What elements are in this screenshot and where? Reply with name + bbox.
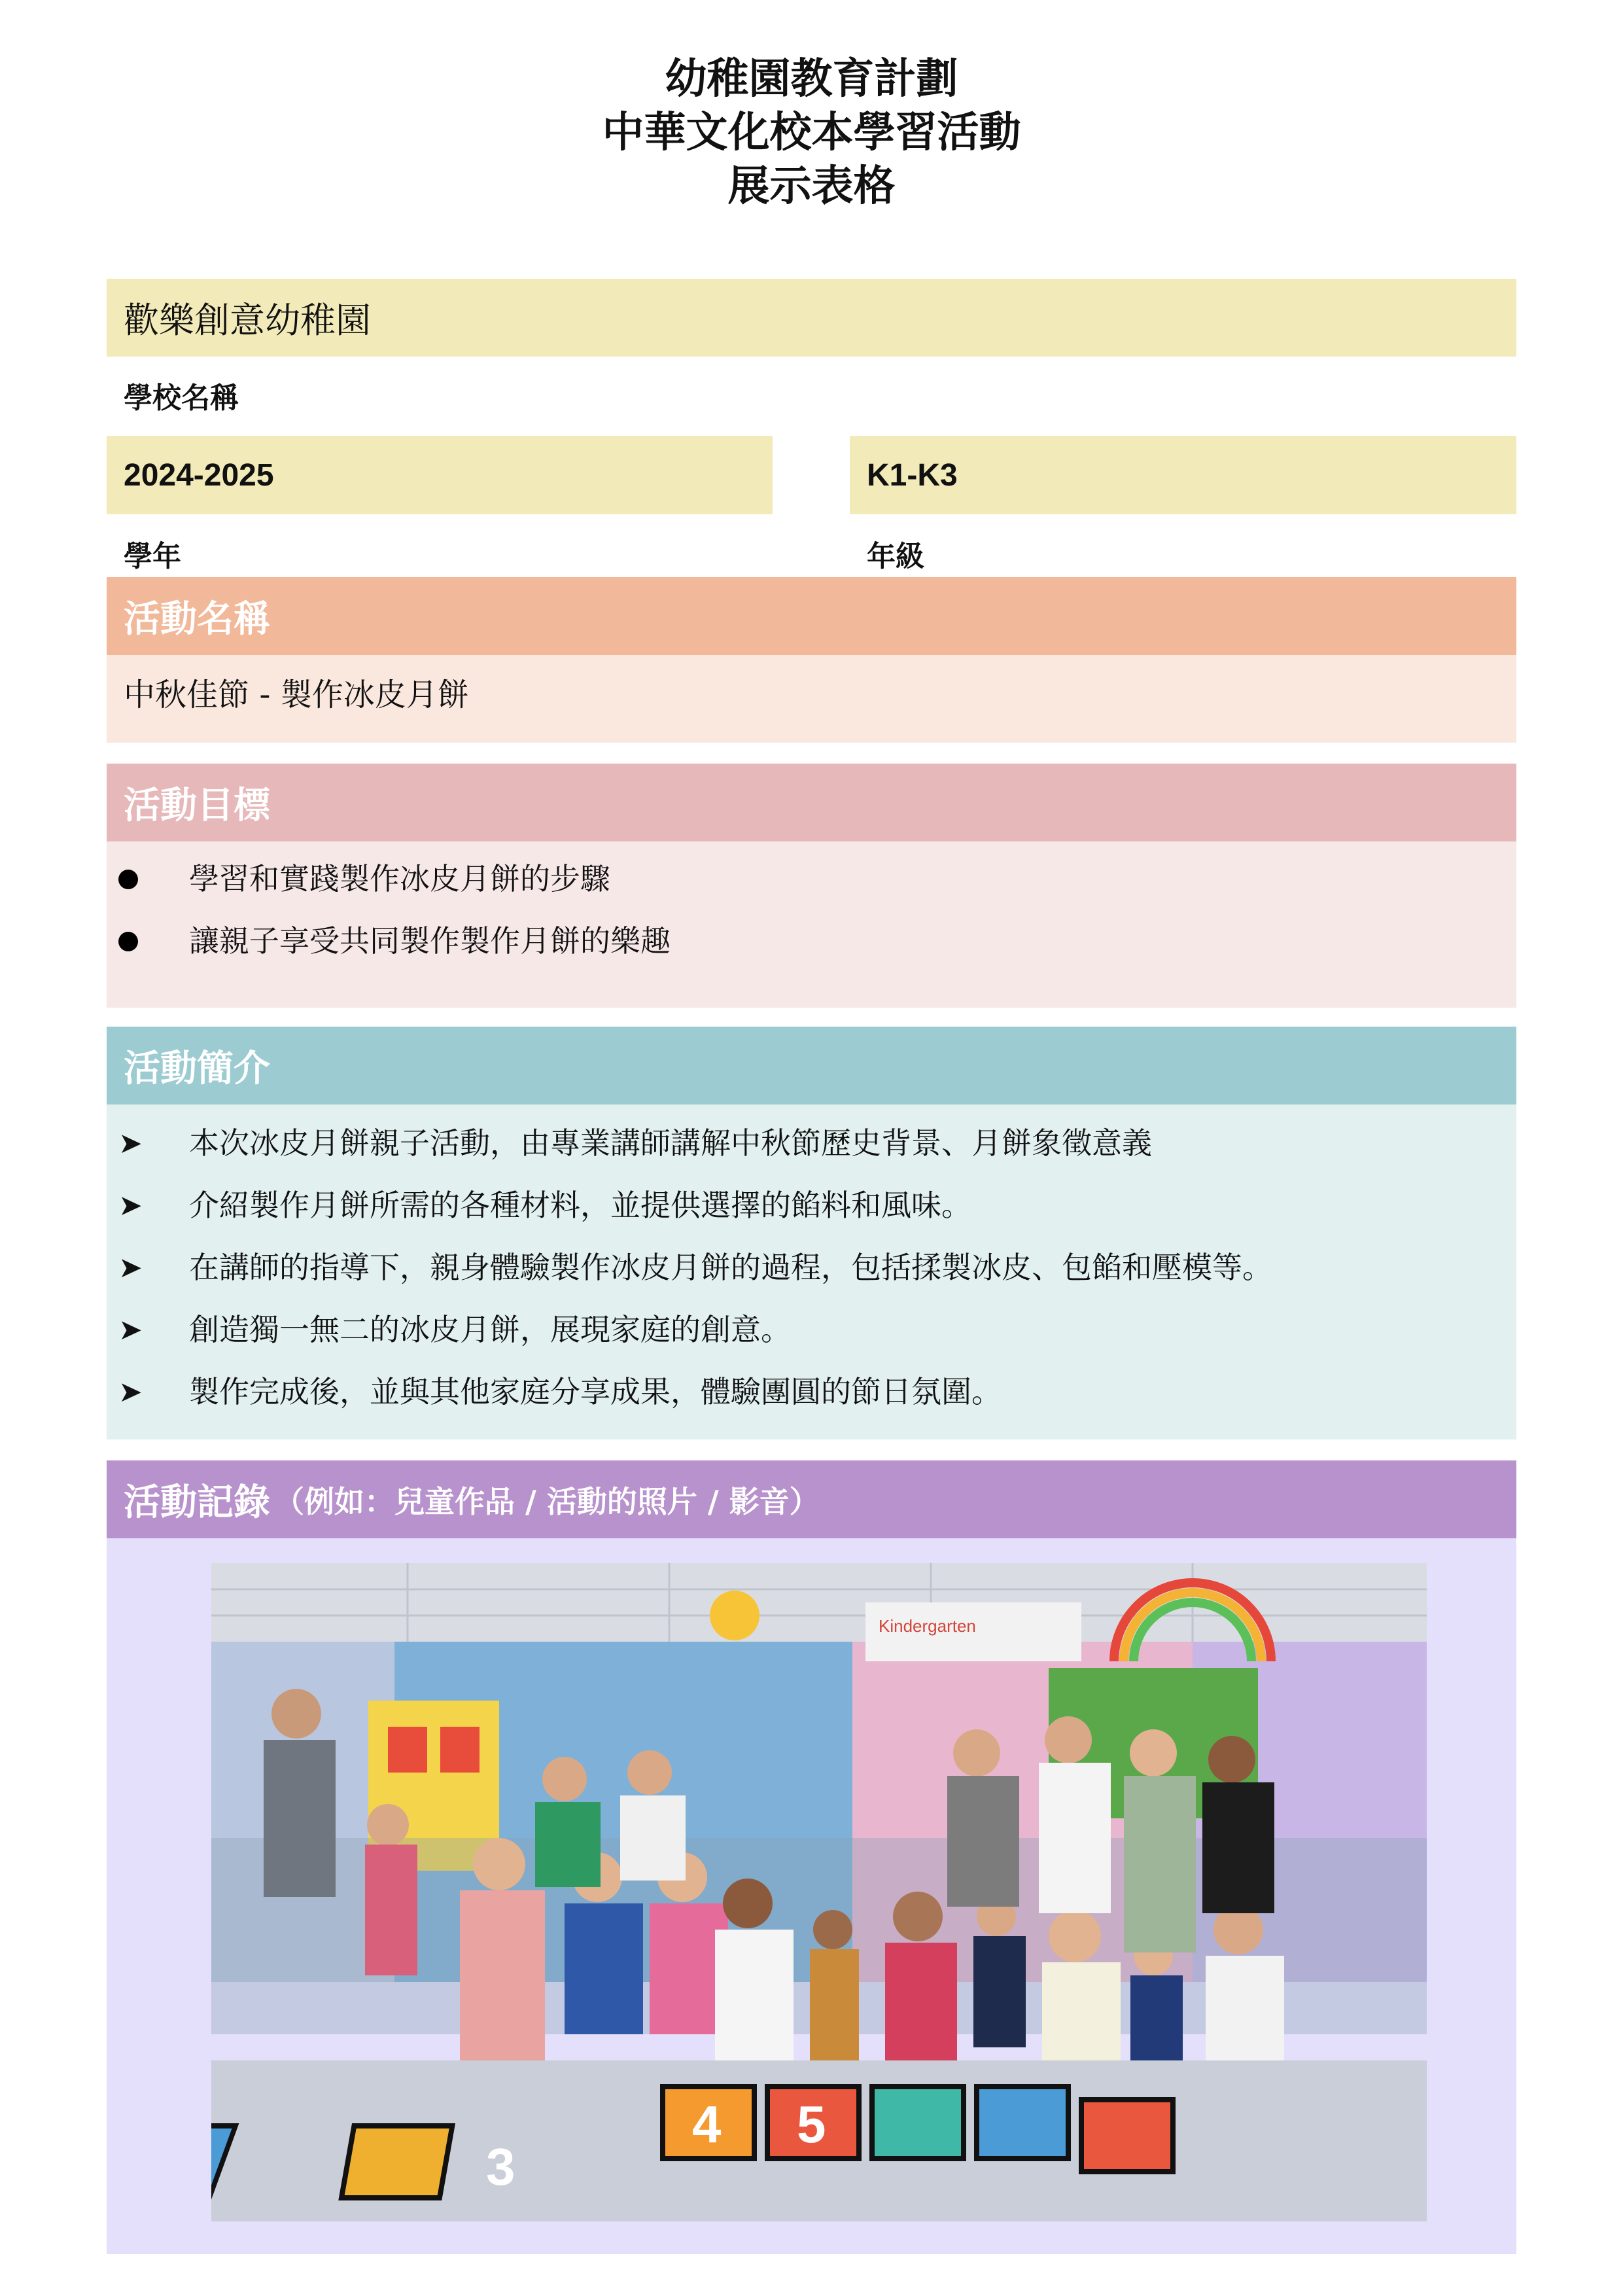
intro-item: ➤ 創造獨一無二的冰皮月餅，展現家庭的創意。 — [107, 1299, 1272, 1361]
intro-header-text: 活動簡介 — [124, 1047, 270, 1090]
intro-item: ➤ 製作完成後，並與其他家庭分享成果，體驗團圓的節日氛圍。 — [107, 1361, 1272, 1423]
objectives-header-text: 活動目標 — [124, 784, 270, 827]
activity-photo-illustration — [211, 1563, 1427, 2221]
activity-name-header — [107, 577, 1516, 655]
arrow-bullet-icon: ➤ — [118, 1375, 143, 1409]
arrow-bullet-icon: ➤ — [118, 1313, 143, 1347]
grade-field — [850, 436, 1516, 514]
grade-label: 年級 — [867, 540, 924, 573]
activity-name-value: 中秋佳節 - 製作冰皮月餅 — [124, 677, 469, 713]
form-title-line-2: 中華文化校本學習活動 — [602, 109, 1021, 157]
objective-item: 讓親子享受共同製作製作月餅的樂趣 — [107, 910, 671, 972]
hopscotch-number: 4 — [692, 2095, 722, 2153]
objectives-body — [107, 841, 1516, 1008]
intro-body — [107, 1104, 1516, 1439]
intro-item: ➤ 本次冰皮月餅親子活動，由專業講師講解中秋節歷史背景、月餅象徵意義 — [107, 1112, 1272, 1174]
school-year-label: 學年 — [124, 540, 181, 573]
intro-item: ➤ 在講師的指導下，親身體驗製作冰皮月餅的過程，包括揉製冰皮、包餡和壓模等。 — [107, 1237, 1272, 1299]
bullet-dot-icon — [118, 910, 138, 972]
objectives-list — [107, 848, 671, 972]
school-name-value: 歡樂創意幼稚園 — [124, 300, 371, 341]
wall-banner-text: Kindergarten — [879, 1616, 976, 1636]
grade-value: K1-K3 — [867, 457, 958, 493]
form-title-line-1: 幼稚園教育計劃 — [665, 55, 958, 103]
activity-name-body — [107, 655, 1516, 743]
form-title-line-3: 展示表格 — [727, 162, 896, 211]
arrow-bullet-icon: ➤ — [118, 1127, 143, 1160]
record-header-text: 活動記錄 — [124, 1481, 270, 1524]
intro-header — [107, 1027, 1516, 1104]
hopscotch-number: 3 — [486, 2138, 515, 2196]
intro-item: ➤ 介紹製作月餅所需的各種材料，並提供選擇的餡料和風味。 — [107, 1174, 1272, 1237]
objective-item: 學習和實踐製作冰皮月餅的步驟 — [107, 848, 671, 910]
arrow-bullet-icon: ➤ — [118, 1251, 143, 1284]
record-header-note: （例如：兒童作品 / 活動的照片 / 影音） — [274, 1483, 820, 1519]
bullet-dot-icon — [118, 848, 138, 910]
school-year-value: 2024-2025 — [124, 457, 274, 493]
objectives-header — [107, 764, 1516, 841]
school-year-field — [107, 436, 773, 514]
school-name-field — [107, 279, 1516, 357]
hopscotch-number: 5 — [797, 2095, 826, 2153]
intro-list — [107, 1112, 1272, 1423]
record-header — [107, 1460, 1516, 1538]
arrow-bullet-icon: ➤ — [118, 1189, 143, 1222]
activity-name-header-text: 活動名稱 — [124, 597, 270, 641]
school-name-label: 學校名稱 — [124, 381, 239, 415]
activity-photo — [211, 1563, 1427, 2221]
